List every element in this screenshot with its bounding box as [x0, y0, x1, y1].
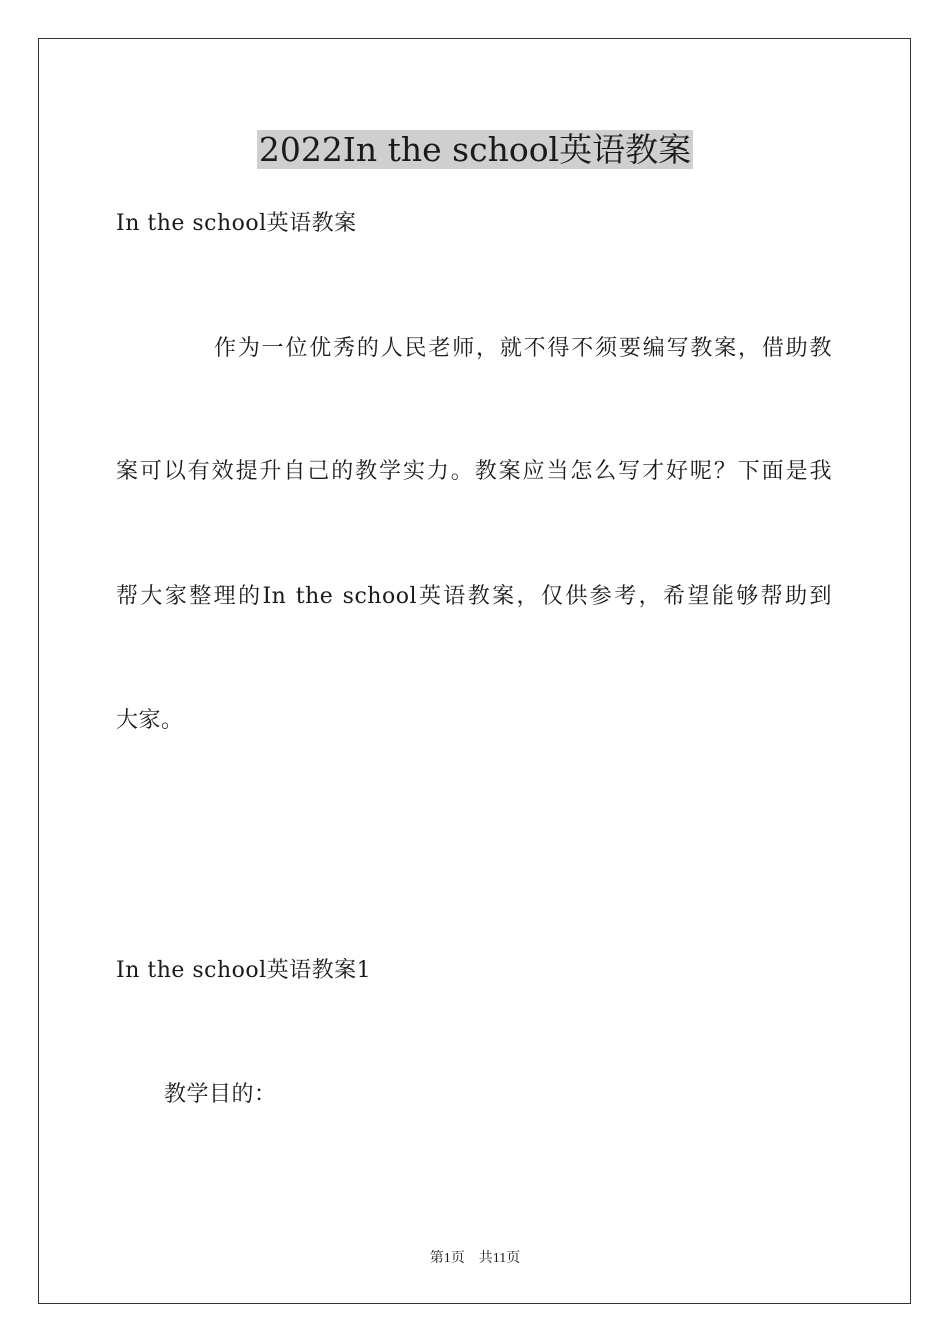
document-title — [0, 128, 950, 172]
intro-paragraph-line-4: 大家。 — [116, 708, 184, 733]
document-subtitle: In the school英语教案 — [116, 211, 357, 236]
section-subheading: 教学目的： — [164, 1082, 277, 1107]
section-heading: In the school英语教案1 — [116, 958, 372, 983]
intro-paragraph-line-2: 案可以有效提升自己的教学实力。教案应当怎么写才好呢？下面是我 — [116, 459, 832, 484]
intro-paragraph-line-1: 作为一位优秀的人民老师，就不得不须要编写教案，借助教 — [214, 336, 832, 361]
page-footer: 第1页 共11页 — [429, 1251, 521, 1266]
document-title-text: 2022In the school英语教案 — [258, 130, 692, 169]
intro-paragraph-line-3: 帮大家整理的In the school英语教案，仅供参考，希望能够帮助到 — [116, 584, 832, 609]
